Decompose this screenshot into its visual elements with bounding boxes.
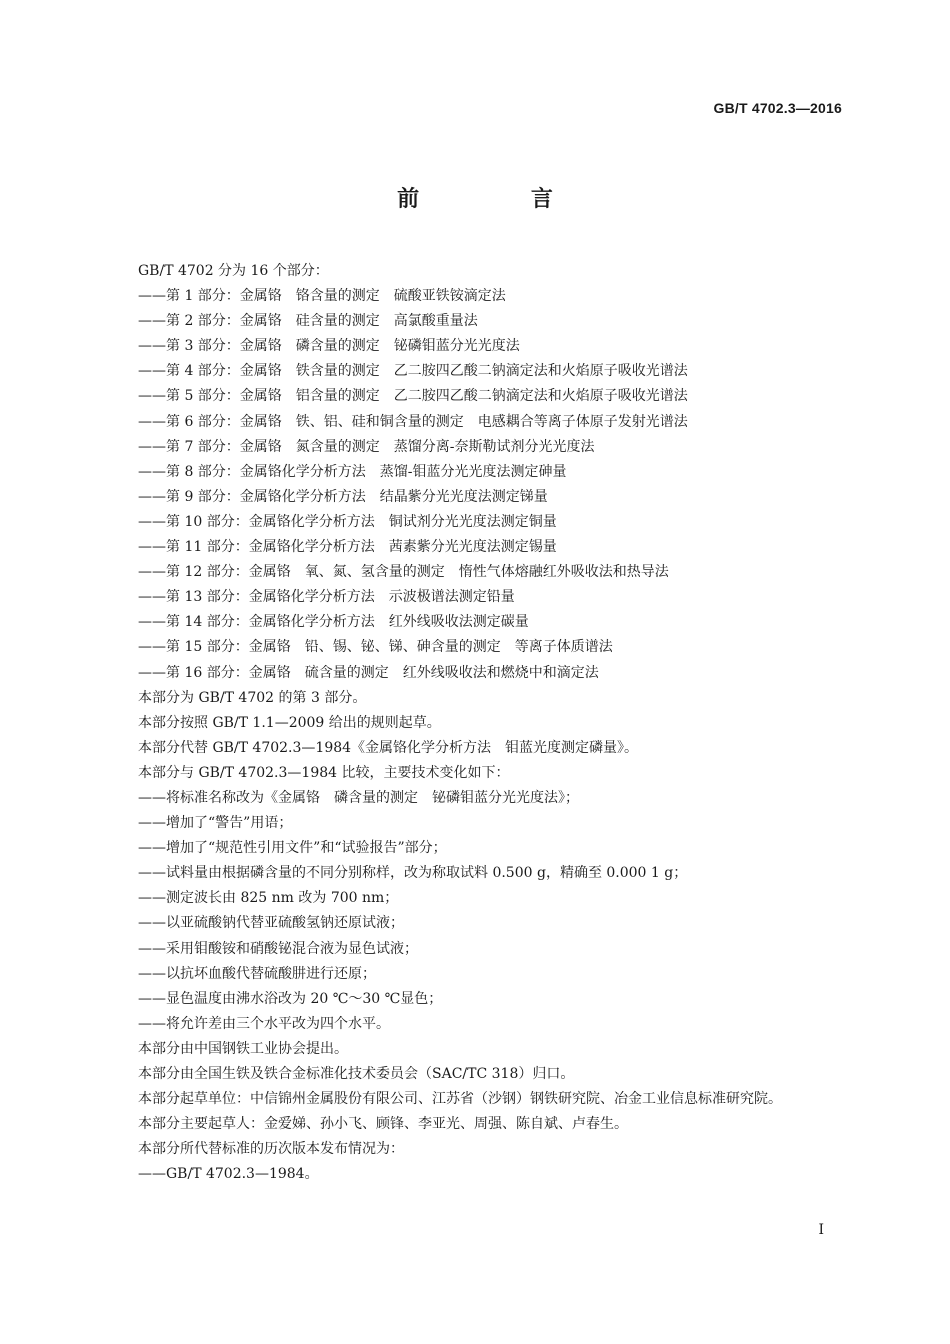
- list-item: ——试料量由根据磷含量的不同分别称样，改为称取试料 0.500 g，精确至 0.000 1 g；: [138, 865, 688, 882]
- paragraph: 本部分所代替标准的历次版本发布情况为：: [138, 1141, 404, 1158]
- list-item: ——第 15 部分：金属铬 铅、锡、铋、锑、砷含量的测定 等离子体质谱法: [138, 639, 613, 656]
- paragraph: 本部分为 GB/T 4702 的第 3 部分。: [138, 689, 367, 706]
- list-item: ——显色温度由沸水浴改为 20 ℃～30 ℃显色；: [138, 990, 443, 1007]
- list-item: ——GB/T 4702.3—1984。: [138, 1166, 319, 1183]
- list-item: ——增加了“警告”用语；: [138, 815, 293, 832]
- list-item: ——第 16 部分：金属铬 硫含量的测定 红外线吸收法和燃烧中和滴定法: [138, 664, 599, 681]
- page-number: I: [818, 1222, 824, 1238]
- paragraph: 本部分与 GB/T 4702.3—1984 比较，主要技术变化如下：: [138, 764, 510, 781]
- list-item: ——将标准名称改为《金属铬 磷含量的测定 铋磷钼蓝分光光度法》；: [138, 789, 579, 806]
- list-item: ——第 8 部分：金属铬化学分析方法 蒸馏-钼蓝分光光度法测定砷量: [138, 463, 567, 480]
- paragraph: 本部分代替 GB/T 4702.3—1984《金属铬化学分析方法 钼蓝光度测定磷量》。: [138, 739, 639, 756]
- paragraph: 本部分由中国钢铁工业协会提出。: [138, 1040, 348, 1057]
- list-item: ——将允许差由三个水平改为四个水平。: [138, 1015, 390, 1032]
- list-item: ——第 10 部分：金属铬化学分析方法 铜试剂分光光度法测定铜量: [138, 513, 557, 530]
- list-item: ——采用钼酸铵和硝酸铋混合液为显色试液；: [138, 940, 418, 957]
- paragraph: 本部分按照 GB/T 1.1—2009 给出的规则起草。: [138, 714, 441, 731]
- paragraph: 本部分起草单位：中信锦州金属股份有限公司、江苏省（沙钢）钢铁研究院、冶金工业信息标准研究院。: [138, 1091, 782, 1108]
- paragraph: GB/T 4702 分为 16 个部分：: [138, 263, 329, 279]
- list-item: ——第 5 部分：金属铬 铝含量的测定 乙二胺四乙酸二钠滴定法和火焰原子吸收光谱法: [138, 388, 688, 405]
- list-item: ——第 12 部分：金属铬 氧、氮、氢含量的测定 惰性气体熔融红外吸收法和热导法: [138, 564, 669, 581]
- list-item: ——第 7 部分：金属铬 氮含量的测定 蒸馏分离-奈斯勒试剂分光光度法: [138, 438, 595, 455]
- paragraph: 本部分由全国生铁及铁合金标准化技术委员会（SAC/TC 318）归口。: [138, 1066, 575, 1082]
- list-item: ——第 6 部分：金属铬 铁、铝、硅和铜含量的测定 电感耦合等离子体原子发射光谱法: [138, 413, 688, 430]
- list-item: ——以抗坏血酸代替硫酸肼进行还原；: [138, 965, 376, 982]
- list-item: ——测定波长由 825 nm 改为 700 nm；: [138, 890, 399, 907]
- foreword-body: [108, 259, 845, 1187]
- list-item: ——第 11 部分：金属铬化学分析方法 茜素紫分光光度法测定锡量: [138, 539, 557, 556]
- list-item: ——第 14 部分：金属铬化学分析方法 红外线吸收法测定碳量: [138, 614, 529, 631]
- list-item: ——第 9 部分：金属铬化学分析方法 结晶紫分光光度法测定锑量: [138, 488, 548, 505]
- list-item: ——增加了“规范性引用文件”和“试验报告”部分；: [138, 840, 447, 857]
- list-item: ——第 3 部分：金属铬 磷含量的测定 铋磷钼蓝分光光度法: [138, 338, 520, 355]
- page-title: 前 言: [397, 187, 605, 212]
- list-item: ——以亚硫酸钠代替亚硫酸氢钠还原试液；: [138, 915, 404, 932]
- list-item: ——第 2 部分：金属铬 硅含量的测定 高氯酸重量法: [138, 313, 478, 330]
- standard-code: GB/T 4702.3—2016: [713, 100, 842, 116]
- paragraph: 本部分主要起草人：金爱娣、孙小飞、顾锋、李亚光、周强、陈自斌、卢春生。: [138, 1116, 628, 1133]
- list-item: ——第 1 部分：金属铬 铬含量的测定 硫酸亚铁铵滴定法: [138, 288, 506, 305]
- list-item: ——第 4 部分：金属铬 铁含量的测定 乙二胺四乙酸二钠滴定法和火焰原子吸收光谱法: [138, 363, 688, 380]
- list-item: ——第 13 部分：金属铬化学分析方法 示波极谱法测定铅量: [138, 589, 515, 606]
